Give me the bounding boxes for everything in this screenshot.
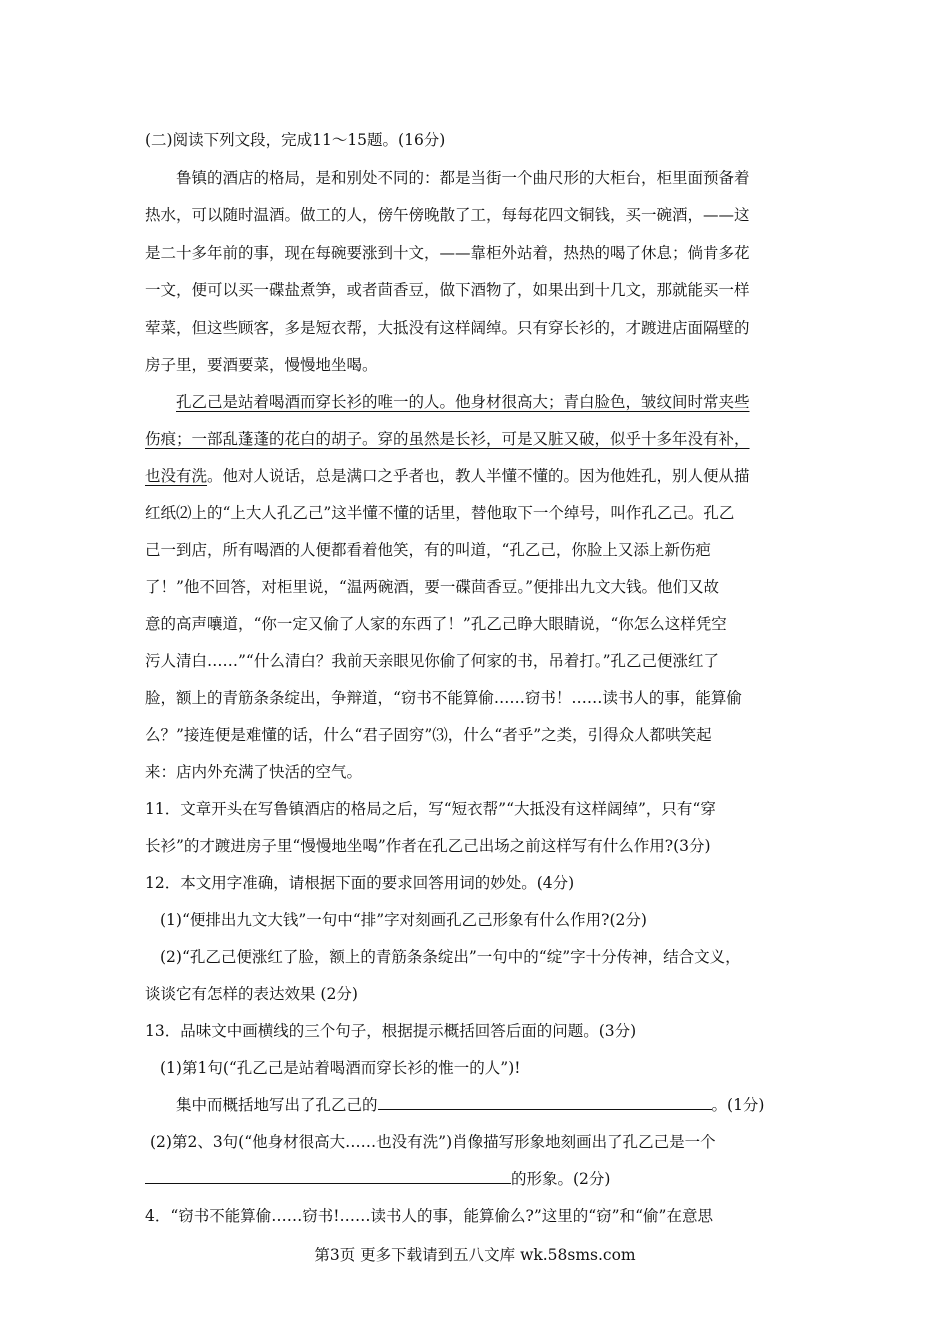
question-13-sub1: (1)第1句(“孔乙己是站着喝酒而穿长衫的惟一的人”)! — [160, 1059, 521, 1077]
fill-suffix: 的形象。(2分) — [511, 1170, 611, 1188]
passage-line: 热水，可以随时温酒。做工的人，傍午傍晚散了工，每每花四文铜钱，买一碗酒，——这 — [145, 206, 750, 224]
passage-line: 鲁镇的酒店的格局，是和别处不同的：都是当街一个曲尺形的大柜台，柜里面预备着 — [176, 169, 750, 187]
passage-line: 污人清白……”“什么清白？我前天亲眼见你偷了何家的书，吊着打。”孔乙己便涨红了 — [145, 652, 720, 670]
underlined-sentence: 也没有洗 — [145, 467, 208, 485]
underlined-sentence: 孔乙己是站着喝酒而穿长衫的唯一的人。他身材很高大；青白脸色，皱纹间时常夹些 — [176, 393, 750, 411]
question-13-sub2: (2)第2、3句(“他身材很高大……也没有洗”)肖像描写形象地刻画出了孔乙己是一个 — [150, 1133, 716, 1151]
page-footer: 第3页 更多下载请到五八文库 wk.58sms.com — [314, 1246, 636, 1264]
passage-line: 一文，便可以买一碟盐煮笋，或者茴香豆，做下酒物了，如果出到十几文，那就能买一样 — [145, 281, 750, 299]
question-11-cont: 长衫”的才踱进房子里“慢慢地坐喝”作者在孔乙己出场之前这样写有什么作用?(3分) — [145, 837, 711, 855]
passage-text: 。他对人说话，总是满口之乎者也，教人半懂不懂的。因为他姓孔，别人便从描 — [207, 467, 750, 485]
question-14: 4．“窃书不能算偷……窃书!……读书人的事，能算偷么?”这里的“窃”和“偷”在意思 — [145, 1207, 713, 1225]
question-13-sub2-fill — [145, 1169, 815, 1189]
question-11: 11．文章开头在写鲁镇酒店的格局之后，写“短衣帮”“大抵没有这样阔绰”，只有“穿 — [145, 800, 716, 818]
passage-line: 房子里，要酒要菜，慢慢地坐喝。 — [145, 356, 378, 374]
fill-suffix: 。(1分) — [711, 1096, 765, 1114]
passage-line: 红纸⑵上的“上大人孔乙己”这半懂不懂的话里，替他取下一个绰号，叫作孔乙己。孔乙 — [145, 504, 735, 522]
passage-line: 脸，额上的青筋条条绽出，争辩道，“窃书不能算偷……窃书！……读书人的事，能算偷 — [145, 689, 742, 707]
passage-line: 是二十多年前的事，现在每碗要涨到十文，——靠柜外站着，热热的喝了休息；倘肯多花 — [145, 244, 750, 262]
answer-blank[interactable] — [145, 1169, 511, 1184]
passage-line: 了！”他不回答，对柜里说，“温两碗酒，要一碟茴香豆。”便排出九文大钱。他们又故 — [145, 578, 720, 596]
passage-line: 么？”接连便是难懂的话，什么“君子固穷”⑶，什么“者乎”之类，引得众人都哄笑起 — [145, 726, 712, 744]
question-13-sub1-fill — [176, 1095, 846, 1115]
question-12-sub2-cont: 谈谈它有怎样的表达效果 (2分) — [145, 985, 358, 1003]
fill-prompt: 集中而概括地写出了孔乙己的 — [176, 1096, 378, 1114]
question-13: 13．品味文中画横线的三个句子，根据提示概括回答后面的问题。(3分) — [145, 1022, 637, 1040]
question-12-sub1: (1)“便排出九文大钱”一句中“排”字对刻画孔乙己形象有什么作用?(2分) — [160, 911, 647, 929]
passage-line: 意的高声嚷道，“你一定又偷了人家的东西了！”孔乙己睁大眼睛说，“你怎么这样凭空 — [145, 615, 727, 633]
passage-line: 来：店内外充满了快活的空气。 — [145, 763, 363, 781]
passage-line — [145, 466, 815, 486]
section-heading: (二)阅读下列文段，完成11～15题。(16分) — [145, 131, 446, 149]
question-12-sub2: (2)“孔乙己便涨红了脸，额上的青筋条条绽出”一句中的“绽”字十分传神，结合文义， — [160, 948, 741, 966]
answer-blank[interactable] — [378, 1095, 712, 1110]
question-12: 12．本文用字准确，请根据下面的要求回答用词的妙处。(4分) — [145, 874, 575, 892]
passage-line: 荤菜，但这些顾客，多是短衣帮，大抵没有这样阔绰。只有穿长衫的，才踱进店面隔壁的 — [145, 319, 750, 337]
underlined-sentence: 伤痕；一部乱蓬蓬的花白的胡子。穿的虽然是长衫，可是又脏又破，似乎十多年没有补， — [145, 430, 750, 448]
passage-line: 己一到店，所有喝酒的人便都看着他笑，有的叫道，“孔乙己，你脸上又添上新伤疤 — [145, 541, 711, 559]
